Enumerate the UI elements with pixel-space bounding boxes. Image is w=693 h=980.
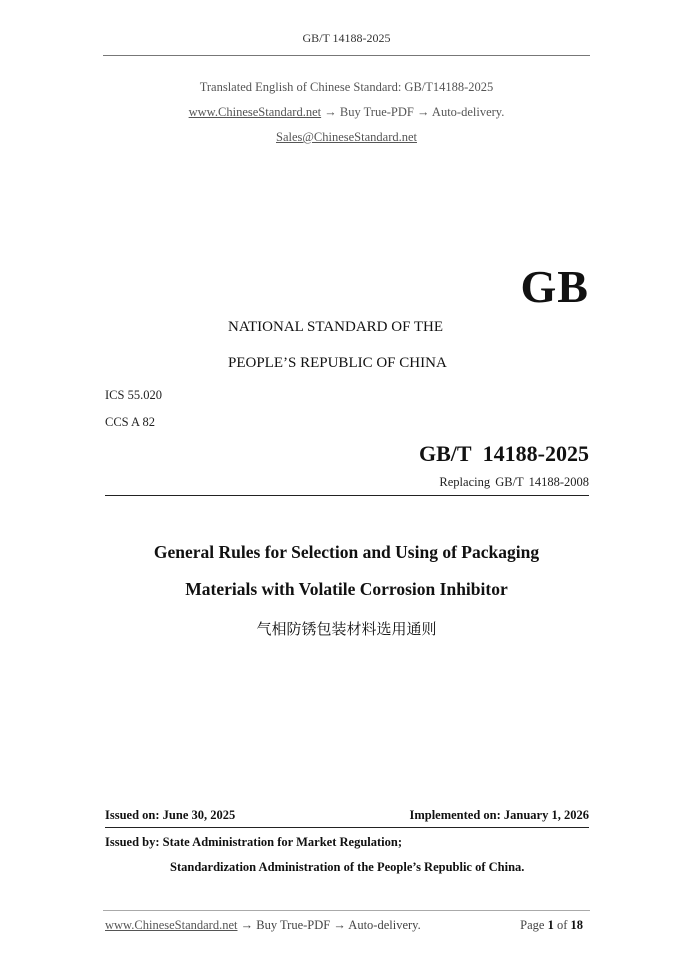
title-line2: Materials with Volatile Corrosion Inhibitor — [185, 579, 508, 599]
national-standard-line2: PEOPLE’S REPUBLIC OF CHINA — [228, 355, 447, 371]
header-divider — [103, 55, 590, 56]
translation-notice: Translated English of Chinese Standard: GB/T14188-2025 — [199, 80, 494, 94]
page-label: Page — [520, 918, 545, 932]
standard-number: GB/T 14188-2025 — [418, 441, 589, 466]
implemented-on: Implemented on: January 1, 2026 — [409, 808, 589, 822]
page-current: 1 — [547, 918, 554, 932]
sales-email-link[interactable]: Sales@ChineseStandard.net — [276, 130, 417, 144]
title-line1: General Rules for Selection and Using of Packaging — [153, 542, 540, 562]
replacing-note: Replacing GB/T 14188-2008 — [439, 475, 589, 489]
issued-by-line2: Standardization Administration of the People’s Republic of China. — [170, 860, 525, 874]
ics-code: ICS 55.020 — [105, 388, 162, 402]
email-line — [0, 130, 693, 145]
ccs-code: CCS A 82 — [105, 415, 156, 429]
buy-line — [0, 105, 693, 120]
page-number — [520, 918, 583, 933]
issued-on: Issued on: June 30, 2025 — [105, 808, 236, 822]
site-link[interactable]: www.ChineseStandard.net — [188, 105, 322, 119]
page-of: of — [556, 918, 568, 932]
page-total: 18 — [570, 918, 583, 932]
footer-site-link[interactable]: www.ChineseStandard.net — [105, 918, 238, 932]
gb-logo: GB — [520, 261, 589, 312]
footer-divider — [103, 910, 590, 911]
title-chinese: 气相防锈包装材料选用通则 — [256, 620, 437, 638]
buy-line-text: → Buy True-PDF → Auto-delivery. — [324, 105, 505, 119]
running-header-code: GB/T 14188-2025 — [302, 31, 391, 45]
footer-buy-line — [105, 918, 421, 933]
footer-buy-text: → Buy True-PDF → Auto-delivery. — [240, 918, 421, 932]
national-standard-line1: NATIONAL STANDARD OF THE — [228, 319, 444, 335]
issue-divider — [105, 827, 589, 828]
number-divider — [105, 495, 589, 496]
issued-by-line1: Issued by: State Administration for Market Regulation; — [105, 835, 402, 849]
